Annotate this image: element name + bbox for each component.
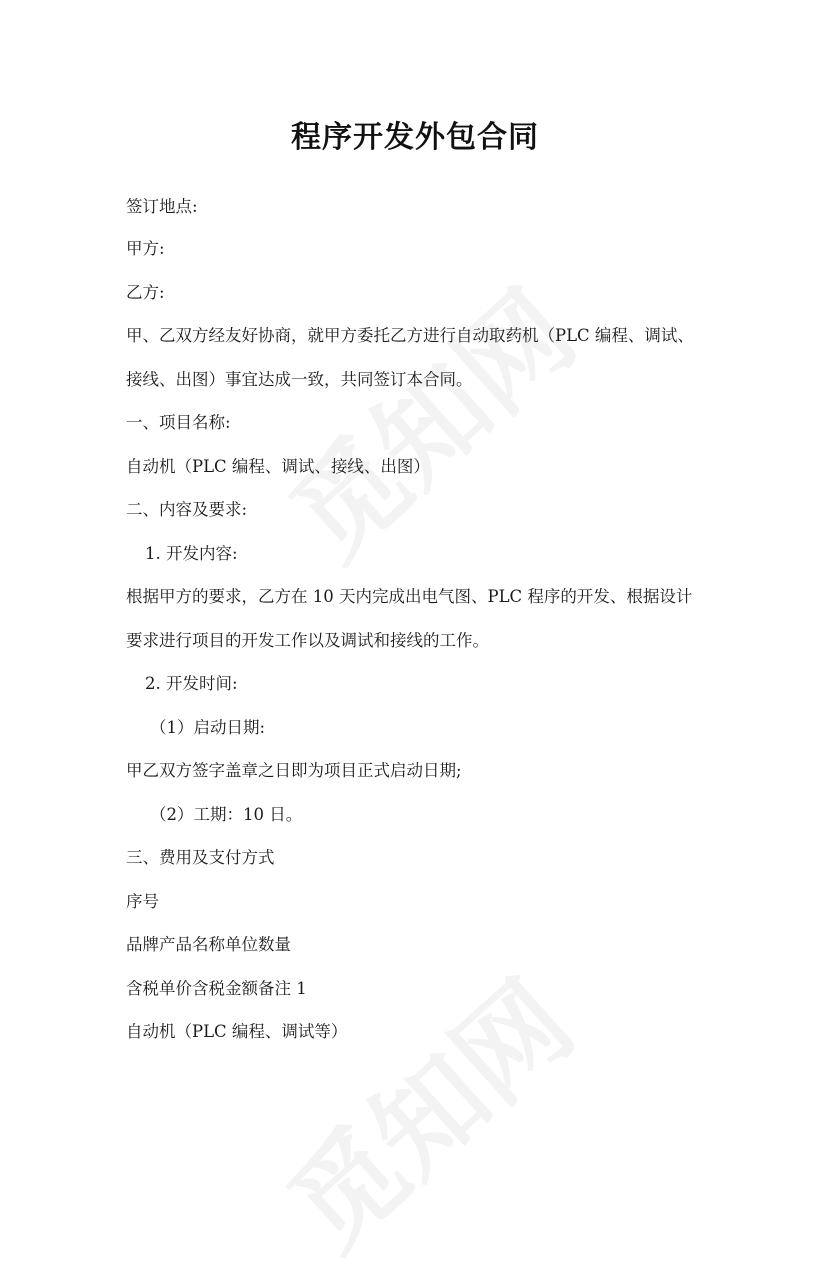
table-row-item: 自动机（PLC 编程、调试等） [126, 1022, 348, 1041]
subsection-dev-content: 1. 开发内容: [145, 544, 238, 563]
start-date-heading: （1）启动日期: [150, 718, 266, 737]
section-3-heading: 三、费用及支付方式 [126, 848, 275, 867]
start-date-text: 甲乙双方签字盖章之日即为项目正式启动日期; [126, 761, 462, 780]
table-header-serial: 序号 [126, 892, 159, 911]
section-1-heading: 一、项目名称: [126, 413, 231, 432]
table-header-product: 品牌产品名称单位数量 [126, 935, 291, 954]
dev-content-line-2: 要求进行项目的开发工作以及调试和接线的工作。 [126, 631, 489, 650]
subsection-dev-time: 2. 开发时间: [145, 674, 238, 693]
signing-place-line: 签订地点: [126, 197, 198, 216]
preamble-line-1: 甲、乙双方经友好协商，就甲方委托乙方进行自动取药机（PLC 编程、调试、 [126, 326, 694, 345]
document-title: 程序开发外包合同 [291, 120, 539, 155]
project-name-text: 自动机（PLC 编程、调试、接线、出图） [126, 457, 430, 476]
party-a-line: 甲方: [126, 239, 165, 258]
duration-text: （2）工期：10 日。 [150, 805, 303, 824]
party-b-line: 乙方: [126, 283, 165, 302]
section-2-heading: 二、内容及要求: [126, 500, 248, 519]
dev-content-line-1: 根据甲方的要求，乙方在 10 天内完成出电气图、PLC 程序的开发、根据设计 [126, 587, 693, 606]
watermark [252, 250, 603, 588]
preamble-line-2: 接线、出图）事宜达成一致，共同签订本合同。 [126, 370, 473, 389]
table-header-price: 含税单价含税金额备注 1 [126, 979, 307, 998]
